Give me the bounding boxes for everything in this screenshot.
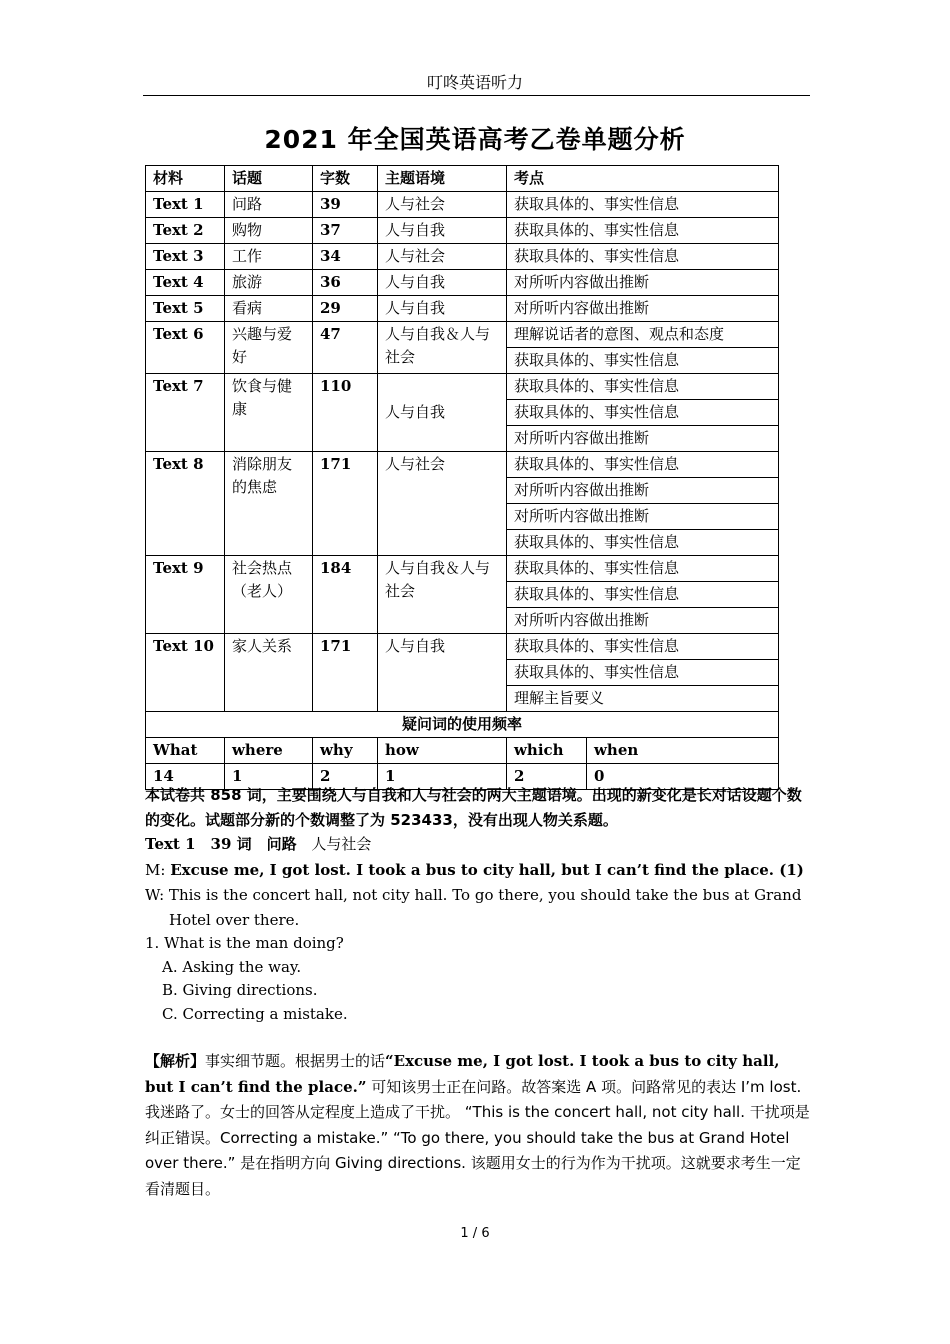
table-header-cell: 话题: [225, 166, 313, 192]
topic-cell: 工作: [225, 244, 313, 270]
context-cell: 人与社会: [378, 452, 507, 556]
context-cell: 人与自我: [378, 296, 507, 322]
table-row: [146, 322, 779, 348]
point-cell: 获取具体的、事实性信息: [507, 634, 779, 660]
topic-cell: 看病: [225, 296, 313, 322]
freq-header-cell: when: [587, 738, 779, 764]
freq-value-cell: 0: [587, 764, 779, 790]
analysis-text-2: 可知该男士正在问路。故答案选 A 项。问路常见的表达 I’m lost. 我迷路了。女士的回答从定程度上造成了干扰。 “This is the concert hall, not city hall. 干扰项是纠正错误。Correcting a mistake.” “To go there, you should take the bus at Grand Hotel over there.” 是在指明方向 Giving directions. 该题用女士的行为作为干扰项。这就要求考生一定看清题目。: [145, 1077, 810, 1198]
point-cell: 对所听内容做出推断: [507, 504, 779, 530]
table-row: [146, 296, 779, 322]
text1-heading: [145, 832, 810, 856]
table-header-cell: 考点: [507, 166, 779, 192]
point-cell: 获取具体的、事实性信息: [507, 582, 779, 608]
material-cell: Text 2: [146, 218, 225, 244]
text1-heading-main: Text 1 39 词 问路: [145, 835, 297, 853]
topic-cell: 饮食与健康: [225, 374, 313, 452]
point-cell: 理解说话者的意图、观点和态度: [507, 322, 779, 348]
table-row: [146, 192, 779, 218]
question-text: 1. What is the man doing?: [145, 934, 344, 952]
point-cell: 对所听内容做出推断: [507, 608, 779, 634]
text1-heading-context: 人与社会: [311, 835, 372, 853]
freq-header-cell: where: [225, 738, 313, 764]
table-header-cell: 主题语境: [378, 166, 507, 192]
point-cell: 对所听内容做出推断: [507, 296, 779, 322]
context-cell: 人与自我: [378, 218, 507, 244]
material-cell: Text 6: [146, 322, 225, 374]
analysis-table: [145, 165, 779, 790]
point-cell: 获取具体的、事实性信息: [507, 660, 779, 686]
point-cell: 获取具体的、事实性信息: [507, 192, 779, 218]
option-c: C. Correcting a mistake.: [162, 1004, 348, 1023]
analysis-paragraph: [145, 1049, 810, 1202]
header-rule: [143, 95, 810, 96]
point-cell: 获取具体的、事实性信息: [507, 452, 779, 478]
freq-header-cell: which: [507, 738, 587, 764]
table-header-row: [146, 166, 779, 192]
topic-cell: 问路: [225, 192, 313, 218]
material-cell: Text 10: [146, 634, 225, 712]
analysis-label: 【解析】: [145, 1052, 206, 1070]
context-cell: 人与自我: [378, 374, 507, 452]
words-cell: 34: [313, 244, 378, 270]
freq-value-cell: 1: [378, 764, 507, 790]
topic-cell: 购物: [225, 218, 313, 244]
words-cell: 47: [313, 322, 378, 374]
point-cell: 对所听内容做出推断: [507, 270, 779, 296]
topic-cell: 消除朋友的焦虑: [225, 452, 313, 556]
speaker-m-label: M:: [145, 861, 171, 879]
freq-header-row: [146, 738, 779, 764]
material-cell: Text 7: [146, 374, 225, 452]
freq-value-cell: 2: [313, 764, 378, 790]
question-block: [145, 932, 810, 1026]
freq-title-row: [146, 712, 779, 738]
point-cell: 获取具体的、事实性信息: [507, 244, 779, 270]
point-cell: 获取具体的、事实性信息: [507, 400, 779, 426]
topic-cell: 社会热点（老人）: [225, 556, 313, 634]
words-cell: 171: [313, 634, 378, 712]
summary-paragraph: 本试卷共 858 词，主要围绕人与自我和人与社会的两大主题语境。出现的新变化是长对话设题个数的变化。试题部分新的个数调整了为 523433，没有出现人物关系题。: [145, 786, 802, 829]
text1-dialogue-w: W: This is the concert hall, not city hall. To go there, you should take the bus at Grand Hotel over there.: [145, 886, 802, 929]
freq-header-cell: What: [146, 738, 225, 764]
words-cell: 184: [313, 556, 378, 634]
material-cell: Text 8: [146, 452, 225, 556]
table-row: [146, 270, 779, 296]
table-header-cell: 字数: [313, 166, 378, 192]
document-title: 2021 年全国英语高考乙卷单题分析: [264, 125, 686, 154]
point-cell: 获取具体的、事实性信息: [507, 374, 779, 400]
words-cell: 37: [313, 218, 378, 244]
words-cell: 36: [313, 270, 378, 296]
freq-header-cell: how: [378, 738, 507, 764]
freq-value-cell: 2: [507, 764, 587, 790]
material-cell: Text 4: [146, 270, 225, 296]
point-cell: 获取具体的、事实性信息: [507, 530, 779, 556]
material-cell: Text 9: [146, 556, 225, 634]
point-cell: 对所听内容做出推断: [507, 426, 779, 452]
point-cell: 获取具体的、事实性信息: [507, 218, 779, 244]
words-cell: 29: [313, 296, 378, 322]
topic-cell: 兴趣与爱好: [225, 322, 313, 374]
table-header-cell: 材料: [146, 166, 225, 192]
analysis-text-1: 事实细节题。根据男士的话: [205, 1052, 386, 1070]
context-cell: 人与社会: [378, 192, 507, 218]
material-cell: Text 3: [146, 244, 225, 270]
option-b: B. Giving directions.: [162, 981, 318, 999]
analysis-quote: “Excuse me, I got lost. I took a bus to city hall, but I can’t find the place.”: [145, 1052, 780, 1096]
topic-cell: 家人关系: [225, 634, 313, 712]
freq-title: 疑问词的使用频率: [146, 712, 779, 738]
point-cell: 获取具体的、事实性信息: [507, 556, 779, 582]
context-cell: 人与自我＆人与社会: [378, 556, 507, 634]
speaker-m-line: Excuse me, I got lost. I took a bus to city hall, but I can’t find the place. (1): [170, 861, 804, 879]
table-row: [146, 634, 779, 660]
context-cell: 人与自我: [378, 634, 507, 712]
topic-cell: 旅游: [225, 270, 313, 296]
context-cell: 人与自我: [378, 270, 507, 296]
point-cell: 获取具体的、事实性信息: [507, 348, 779, 374]
text1-dialogue-m: [145, 858, 810, 882]
point-cell: 对所听内容做出推断: [507, 478, 779, 504]
material-cell: Text 5: [146, 296, 225, 322]
option-a: A. Asking the way.: [162, 957, 302, 976]
point-cell: 理解主旨要义: [507, 686, 779, 712]
context-cell: 人与自我＆人与社会: [378, 322, 507, 374]
table-row: [146, 374, 779, 400]
freq-value-cell: 1: [225, 764, 313, 790]
table-row: [146, 452, 779, 478]
header-title: 叮咚英语听力: [426, 73, 523, 92]
table-row: [146, 244, 779, 270]
material-cell: Text 1: [146, 192, 225, 218]
freq-value-cell: 14: [146, 764, 225, 790]
words-cell: 39: [313, 192, 378, 218]
freq-header-cell: why: [313, 738, 378, 764]
context-cell: 人与社会: [378, 244, 507, 270]
words-cell: 110: [313, 374, 378, 452]
words-cell: 171: [313, 452, 378, 556]
page-number: 1 / 6: [460, 1226, 490, 1241]
table-row: [146, 218, 779, 244]
table-row: [146, 556, 779, 582]
